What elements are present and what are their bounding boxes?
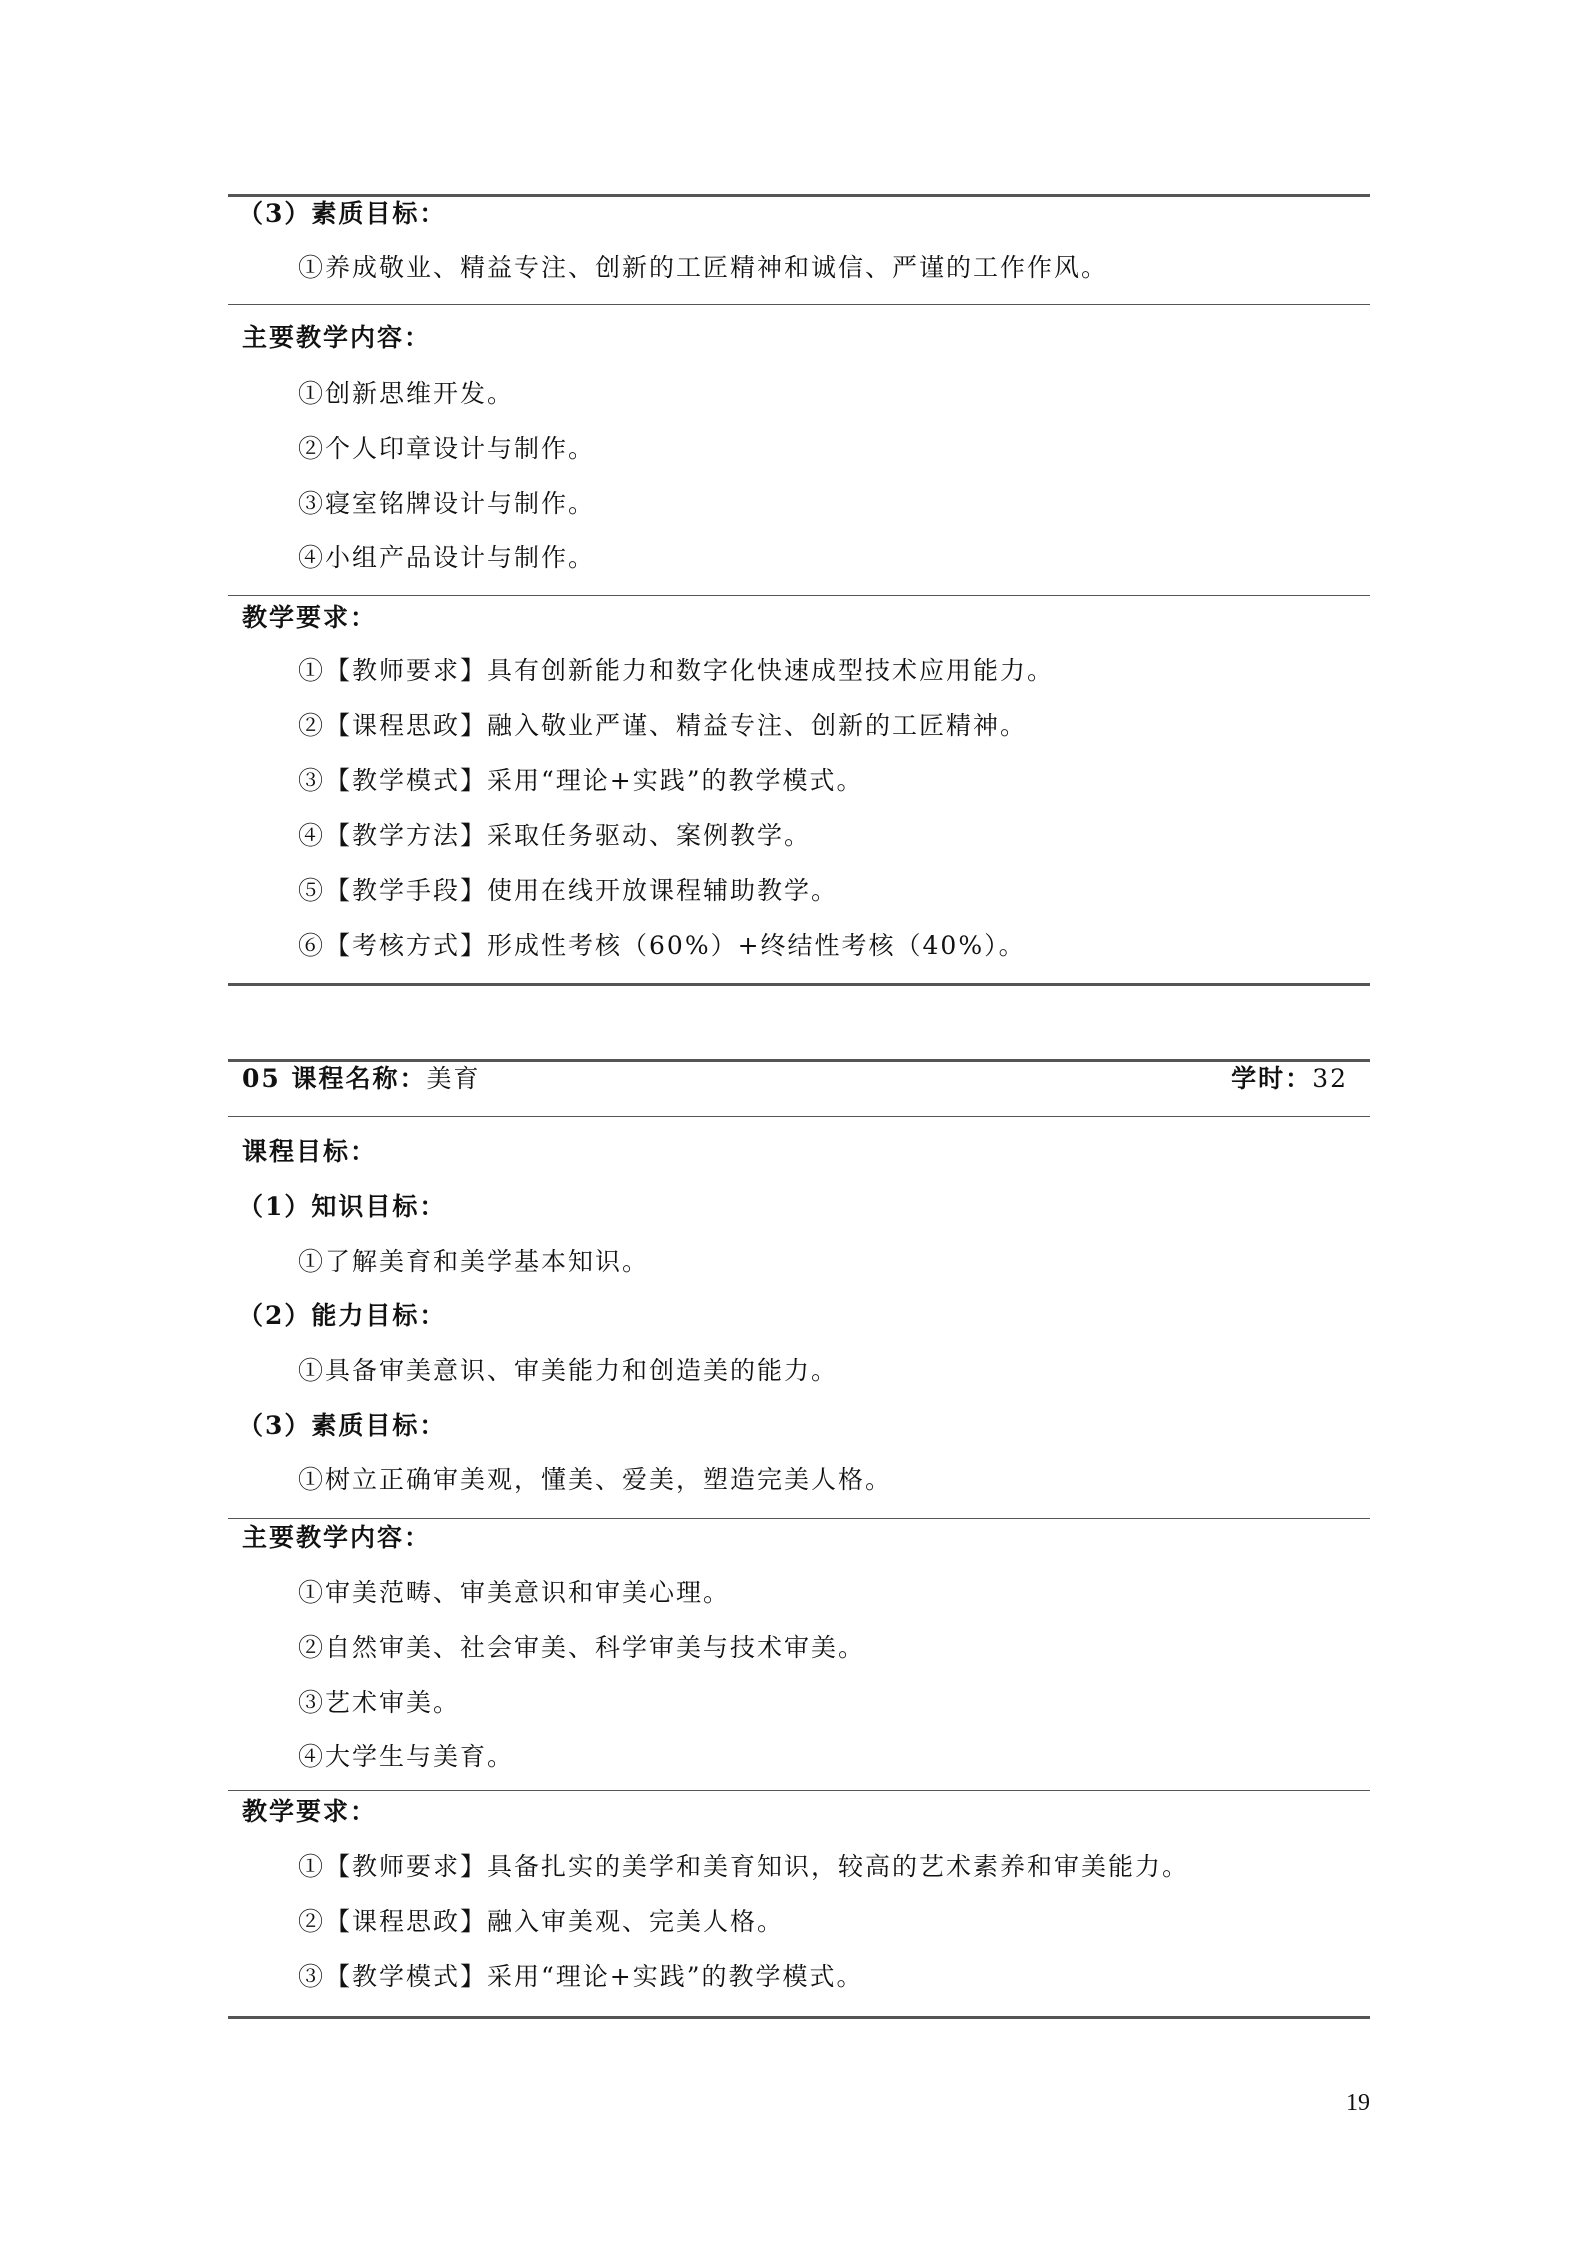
teaching-content-section — [228, 1518, 1370, 1788]
teaching-requirements-heading: 教学要求： — [242, 1797, 378, 1826]
course-name-value: 美育 — [426, 1064, 481, 1093]
teaching-requirement-item: ②【课程思政】融入审美观、完美人格。 — [298, 1907, 785, 1936]
page-number: 19 — [1346, 2090, 1370, 2116]
course-header — [228, 1059, 1370, 1099]
course-hours-label: 学时： — [1231, 1064, 1313, 1093]
teaching-content-heading: 主要教学内容： — [242, 323, 432, 352]
teaching-requirements-heading: 教学要求： — [242, 603, 378, 632]
course-goals-section — [228, 1132, 1370, 1512]
teaching-requirements-section — [228, 598, 1370, 978]
quality-goals-heading: （3）素质目标： — [238, 1411, 447, 1440]
course-hours-value: 32 — [1312, 1064, 1348, 1093]
course-end-rule — [228, 2016, 1370, 2019]
teaching-content-item: ②个人印章设计与制作。 — [298, 434, 596, 463]
teaching-requirements-section — [228, 1792, 1370, 2012]
knowledge-goal-item: ①了解美育和美学基本知识。 — [298, 1247, 650, 1276]
teaching-content-item: ①创新思维开发。 — [298, 379, 515, 408]
course-name — [242, 1059, 481, 1099]
teaching-requirement-item: ①【教师要求】具有创新能力和数字化快速成型技术应用能力。 — [298, 656, 1055, 685]
teaching-content-item: ③艺术审美。 — [298, 1688, 461, 1717]
course-goals-heading: 课程目标： — [242, 1137, 378, 1166]
teaching-requirement-item: ②【课程思政】融入敬业严谨、精益专注、创新的工匠精神。 — [298, 711, 1028, 740]
quality-goal-item: ①树立正确审美观，懂美、爱美，塑造完美人格。 — [298, 1465, 893, 1494]
teaching-content-heading: 主要教学内容： — [242, 1523, 432, 1552]
divider — [228, 1790, 1370, 1791]
section-end-rule — [228, 983, 1370, 986]
divider — [228, 304, 1370, 305]
course-name-label: 05 课程名称： — [242, 1064, 427, 1093]
teaching-requirement-item: ④【教学方法】采取任务驱动、案例教学。 — [298, 821, 812, 850]
ability-goal-item: ①具备审美意识、审美能力和创造美的能力。 — [298, 1356, 839, 1385]
teaching-content-section — [228, 318, 1370, 588]
teaching-content-item: ④大学生与美育。 — [298, 1742, 515, 1771]
teaching-content-item: ④小组产品设计与制作。 — [298, 543, 596, 572]
course-hours — [1231, 1059, 1348, 1099]
teaching-requirement-item: ⑥【考核方式】形成性考核（60%）+终结性考核（40%）。 — [298, 931, 1026, 960]
knowledge-goals-heading: （1）知识目标： — [238, 1192, 447, 1221]
quality-goals-heading: （3）素质目标： — [238, 199, 447, 228]
teaching-content-item: ②自然审美、社会审美、科学审美与技术审美。 — [298, 1633, 866, 1662]
teaching-content-item: ③寝室铭牌设计与制作。 — [298, 489, 596, 518]
teaching-requirement-item: ①【教师要求】具备扎实的美学和美育知识，较高的艺术素养和审美能力。 — [298, 1852, 1190, 1881]
teaching-content-item: ①审美范畴、审美意识和审美心理。 — [298, 1578, 731, 1607]
teaching-requirement-item: ③【教学模式】采用“理论+实践”的教学模式。 — [298, 1962, 864, 1991]
quality-goals-section — [228, 194, 1370, 304]
teaching-requirement-item: ③【教学模式】采用“理论+实践”的教学模式。 — [298, 766, 864, 795]
divider — [228, 595, 1370, 596]
teaching-requirement-item: ⑤【教学手段】使用在线开放课程辅助教学。 — [298, 876, 839, 905]
ability-goals-heading: （2）能力目标： — [238, 1301, 447, 1330]
quality-goal-item: ①养成敬业、精益专注、创新的工匠精神和诚信、严谨的工作作风。 — [298, 253, 1109, 282]
divider — [228, 1116, 1370, 1117]
